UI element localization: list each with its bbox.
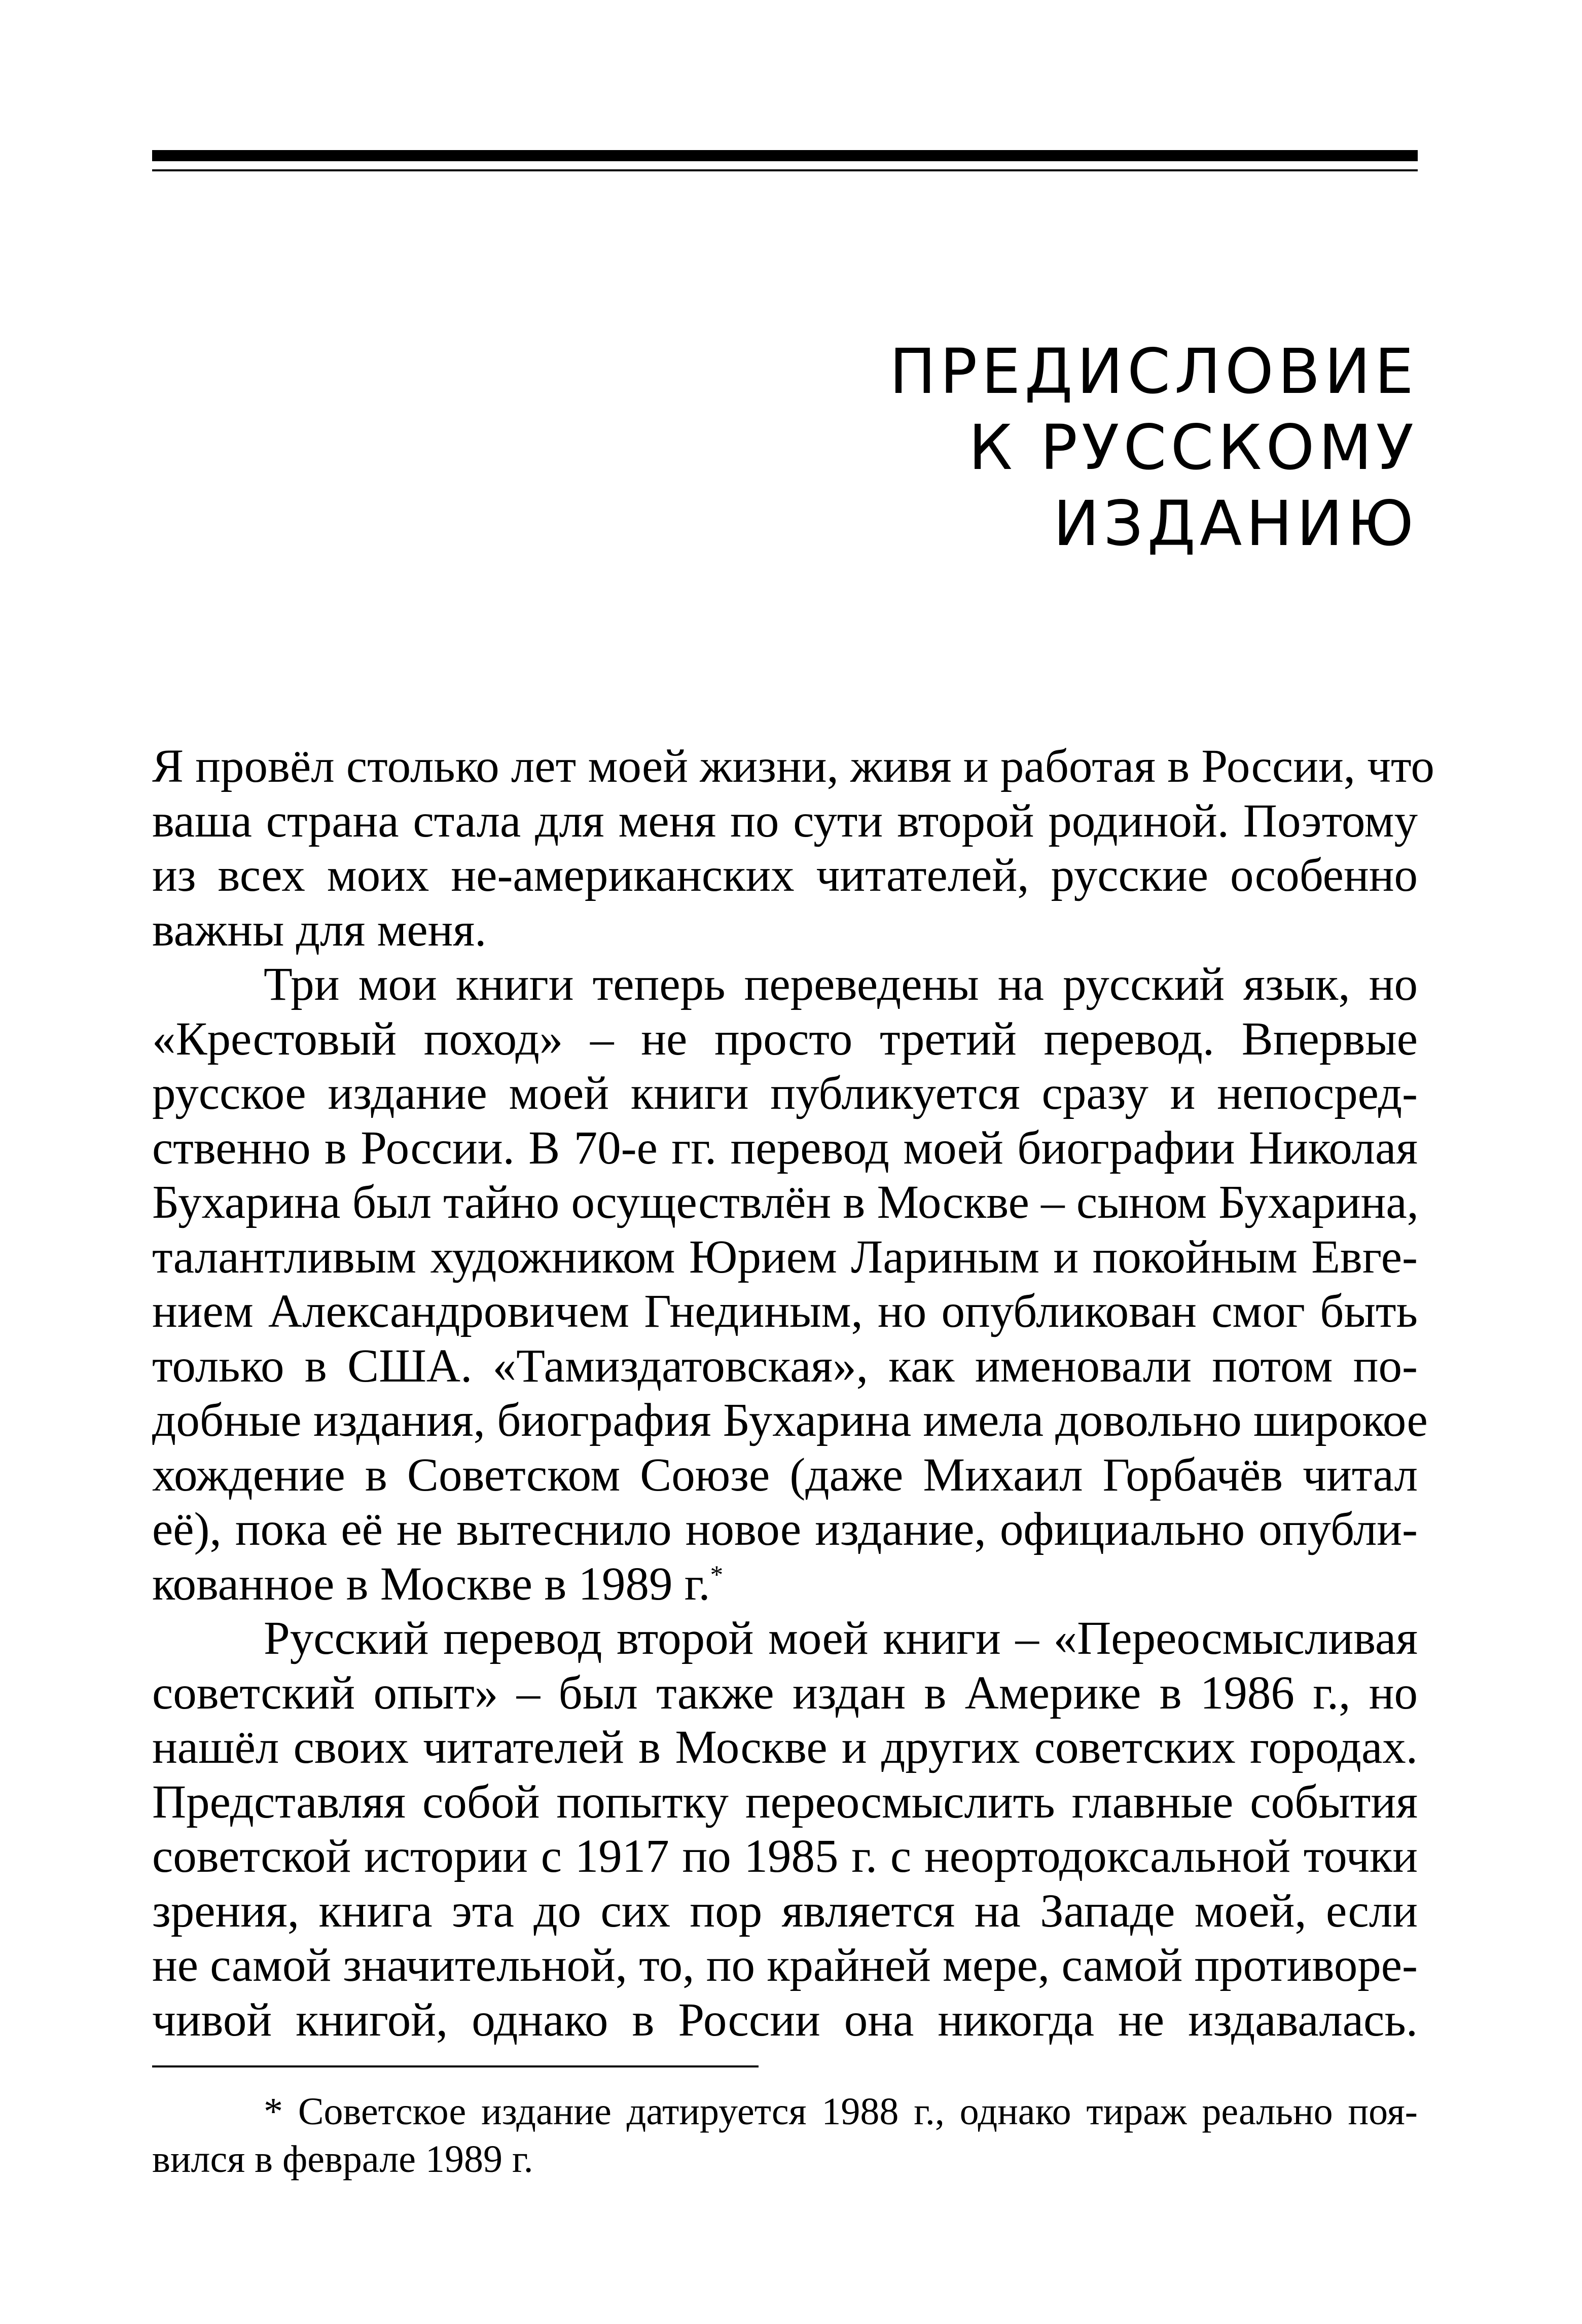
text-line: её), пока её не вытеснило новое издание, официально опубли- — [152, 1503, 1418, 1555]
text-line: важны для меня. — [152, 903, 487, 956]
text-line: добные издания, биография Бухарина имела довольно широкое — [152, 1394, 1428, 1446]
text-line: только в США. «Тамиздатовская», как именовали потом по- — [152, 1339, 1418, 1392]
chapter-title-line: ПРЕДИСЛОВИЕ — [889, 336, 1418, 408]
text-line: Я провёл столько лет моей жизни, живя и работая в России, что — [152, 740, 1434, 792]
footnote-line: вился в феврале 1989 г. — [152, 2138, 533, 2181]
header-rule-thick — [152, 150, 1418, 161]
text-line: чивой книгой, однако в России она никогда не издавалась. — [152, 1993, 1418, 2046]
text-line: «Крестовый поход» – не просто третий перевод. Впервые — [152, 1012, 1418, 1065]
text-line: талантливым художником Юрием Лариным и покойным Евге- — [152, 1230, 1418, 1283]
paragraph-2 — [152, 957, 1428, 1611]
footnote — [152, 2088, 1418, 2183]
text-line: русское издание моей книги публикуется сразу и непосред- — [152, 1067, 1418, 1119]
text-line: Представляя собой попытку переосмыслить главные события — [152, 1775, 1418, 1828]
chapter-title-line: ИЗДАНИЮ — [1053, 488, 1418, 560]
text-line: советский опыт» – был также издан в Америке в 1986 г., но — [152, 1666, 1418, 1719]
text-line: советской истории с 1917 по 1985 г. с неортодоксальной точки — [152, 1830, 1418, 1882]
text-line: Русский перевод второй моей книги – «Переосмысливая — [264, 1612, 1418, 1664]
text-line: не самой значительной, то, по крайней мере, самой противоре- — [152, 1939, 1418, 1991]
header-rule-thin — [152, 169, 1418, 171]
text-line: Три мои книги теперь переведены на русский язык, но — [264, 958, 1418, 1010]
text-line: ваша страна стала для меня по сути второй родиной. Поэтому — [152, 794, 1418, 847]
text-line-content: кованное в Москве в 1989 г. — [152, 1557, 710, 1610]
text-line: нием Александровичем Гнединым, но опубликован смог быть — [152, 1285, 1418, 1337]
text-line: из всех моих не-американских читателей, русские особенно — [152, 849, 1418, 901]
text-line: ственно в России. В 70-е гг. перевод моей биографии Николая — [152, 1121, 1418, 1174]
chapter-title — [657, 334, 1418, 562]
paragraph-1 — [152, 739, 1434, 957]
text-line: нашёл своих читателей в Москве и других советских городах. — [152, 1721, 1418, 1773]
paragraph-3 — [152, 1611, 1418, 2047]
chapter-title-line: К РУССКОМУ — [968, 412, 1418, 484]
footnote-separator — [152, 2065, 759, 2067]
footnote-reference[interactable]: * — [710, 1560, 724, 1589]
text-line: хождение в Советском Союзе (даже Михаил Горбачёв читал — [152, 1448, 1418, 1501]
text-line: Бухарина был тайно осуществлён в Москве – сыном Бухарина, — [152, 1176, 1419, 1228]
footnote-line: * Советское издание датируется 1988 г., однако тираж реально поя- — [264, 2090, 1418, 2133]
text-line: зрения, книга эта до сих пор является на Западе моей, если — [152, 1884, 1418, 1937]
text-line — [152, 1557, 1418, 1612]
